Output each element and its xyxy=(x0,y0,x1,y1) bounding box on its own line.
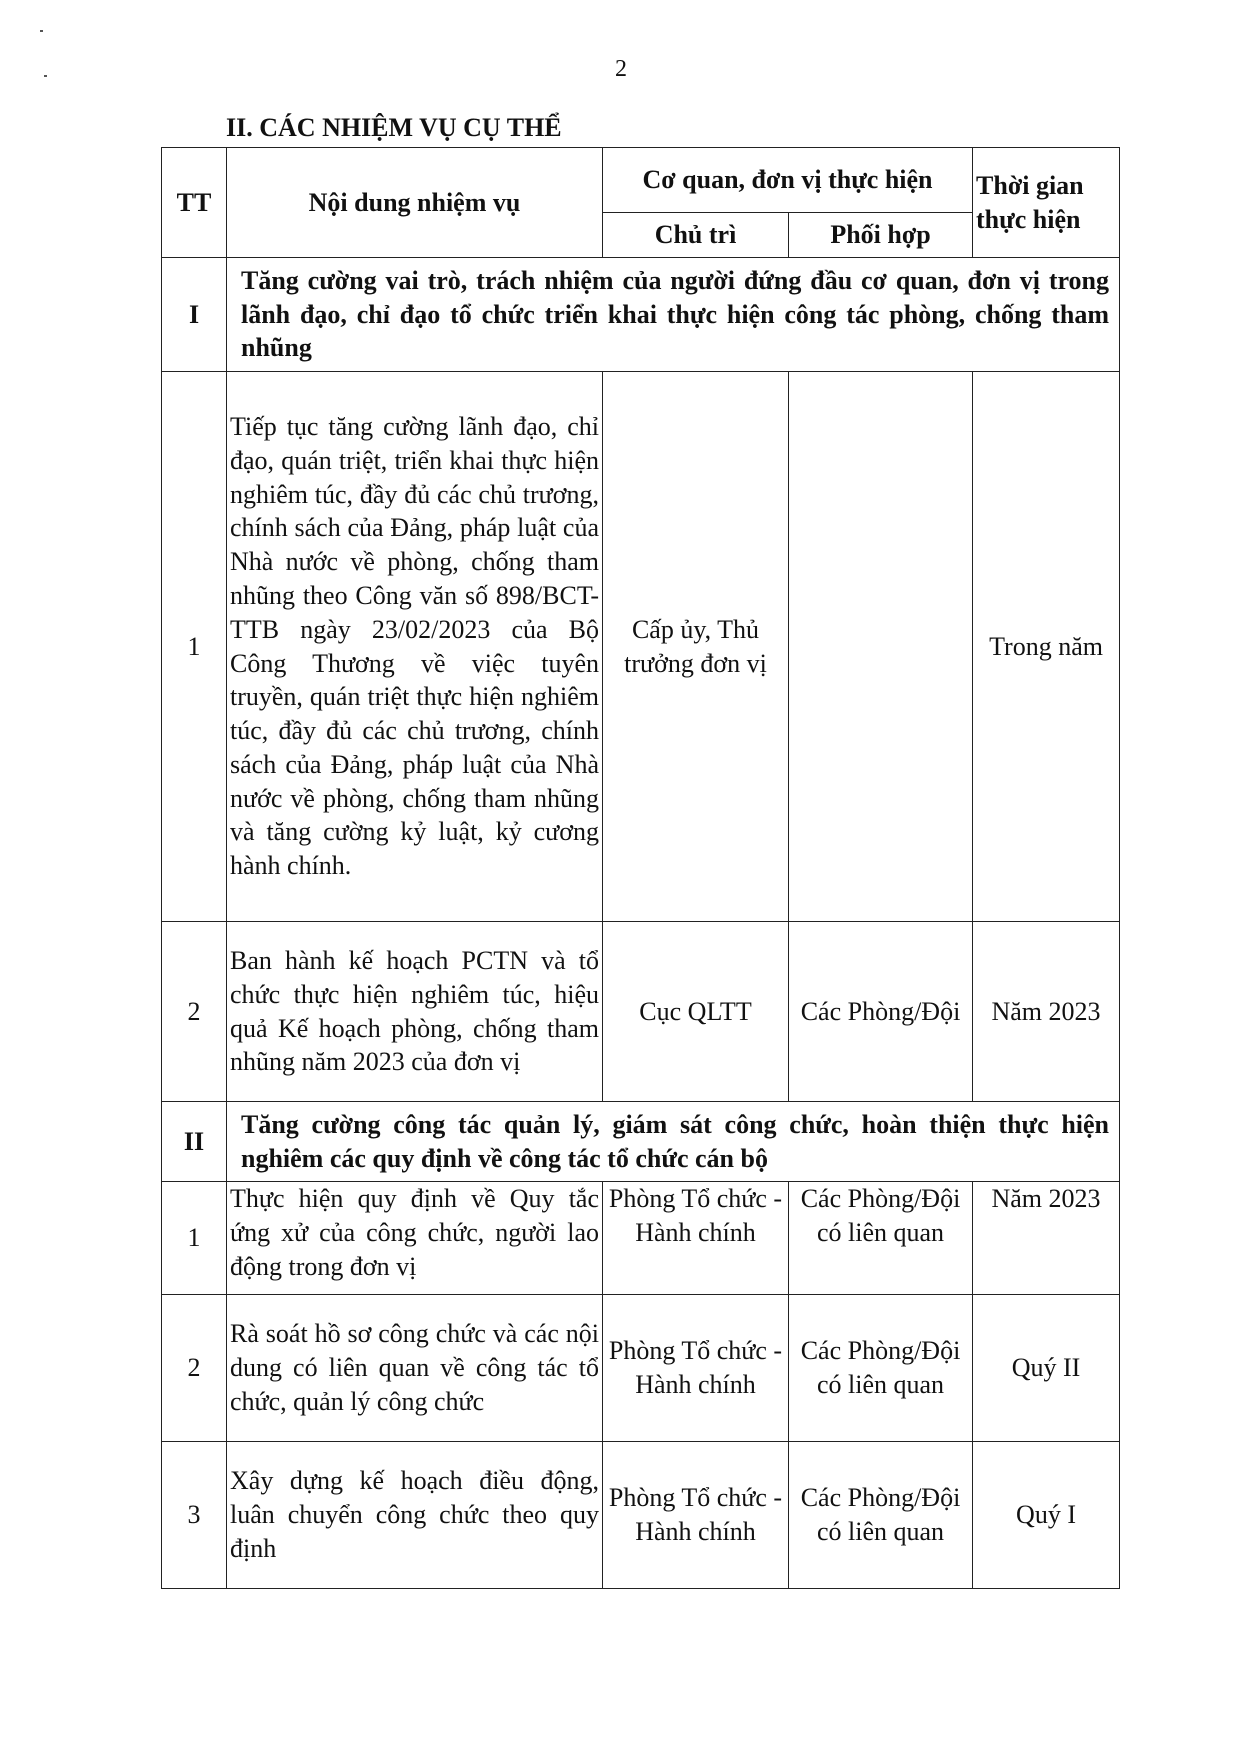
row-content: Ban hành kế hoạch PCTN và tổ chức thực hiện nghiêm túc, hiệu quả Kế hoạch phòng, chống tham nhũng năm 2023 của đơn vị xyxy=(227,922,603,1102)
table-row xyxy=(162,372,1120,922)
header-coordinate: Phối hợp xyxy=(789,213,973,258)
scan-mark xyxy=(40,30,43,32)
row-tt: 3 xyxy=(162,1442,227,1589)
table-row xyxy=(162,1442,1120,1589)
header-lead: Chủ trì xyxy=(603,213,789,258)
row-coordinate: Các Phòng/Đội xyxy=(789,922,973,1102)
row-time: Trong năm xyxy=(973,372,1120,922)
row-content: Thực hiện quy định về Quy tắc ứng xử của công chức, người lao động trong đơn vị xyxy=(227,1182,603,1295)
row-time: Quý I xyxy=(973,1442,1120,1589)
header-time: Thời gian thực hiện xyxy=(973,148,1120,258)
row-tt: 2 xyxy=(162,1295,227,1442)
row-coordinate: Các Phòng/Đội có liên quan xyxy=(789,1182,973,1295)
row-lead: Cấp ủy, Thủ trưởng đơn vị xyxy=(603,372,789,922)
header-agency: Cơ quan, đơn vị thực hiện xyxy=(603,148,973,213)
row-coordinate: Các Phòng/Đội có liên quan xyxy=(789,1295,973,1442)
section-row xyxy=(162,258,1120,372)
header-content: Nội dung nhiệm vụ xyxy=(227,148,603,258)
section-row xyxy=(162,1102,1120,1182)
row-tt: 2 xyxy=(162,922,227,1102)
section-title: II. CÁC NHIỆM VỤ CỤ THỂ xyxy=(226,113,562,142)
header-tt: TT xyxy=(162,148,227,258)
tasks-table xyxy=(161,147,1120,1589)
row-lead: Phòng Tổ chức - Hành chính xyxy=(603,1295,789,1442)
row-content: Tiếp tục tăng cường lãnh đạo, chỉ đạo, quán triệt, triển khai thực hiện nghiêm túc, đầy đủ các chủ trương, chính sách của Đảng, pháp luật của Nhà nước về phòng, chống tham nhũng theo Công văn số 898/BCT-TTB ngày 23/02/2023 của Bộ Công Thương về việc tuyên truyền, quán triệt thực hiện nghiêm túc, đầy đủ các chủ trương, chính sách của Đảng, pháp luật của Nhà nước về phòng, chống tham nhũng và tăng cường kỷ luật, kỷ cương hành chính. xyxy=(227,372,603,922)
row-tt: 1 xyxy=(162,1182,227,1295)
row-time: Quý II xyxy=(973,1295,1120,1442)
row-time: Năm 2023 xyxy=(973,1182,1120,1295)
row-coordinate xyxy=(789,372,973,922)
section-tt: I xyxy=(162,258,227,372)
section-heading: Tăng cường vai trò, trách nhiệm của người đứng đầu cơ quan, đơn vị trong lãnh đạo, chỉ đạo tổ chức triển khai thực hiện công tác phòng, chống tham nhũng xyxy=(227,258,1120,372)
row-coordinate: Các Phòng/Đội có liên quan xyxy=(789,1442,973,1589)
row-content: Xây dựng kế hoạch điều động, luân chuyển công chức theo quy định xyxy=(227,1442,603,1589)
table-row xyxy=(162,1295,1120,1442)
row-content: Rà soát hồ sơ công chức và các nội dung có liên quan về công tác tổ chức, quản lý công chức xyxy=(227,1295,603,1442)
page-number: 2 xyxy=(615,56,627,82)
table-row xyxy=(162,1182,1120,1295)
row-time: Năm 2023 xyxy=(973,922,1120,1102)
row-tt: 1 xyxy=(162,372,227,922)
table-row xyxy=(162,922,1120,1102)
section-heading: Tăng cường công tác quản lý, giám sát công chức, hoàn thiện thực hiện nghiêm các quy định về công tác tổ chức cán bộ xyxy=(227,1102,1120,1182)
row-lead: Phòng Tổ chức - Hành chính xyxy=(603,1182,789,1295)
row-lead: Cục QLTT xyxy=(603,922,789,1102)
row-lead: Phòng Tổ chức - Hành chính xyxy=(603,1442,789,1589)
section-tt: II xyxy=(162,1102,227,1182)
